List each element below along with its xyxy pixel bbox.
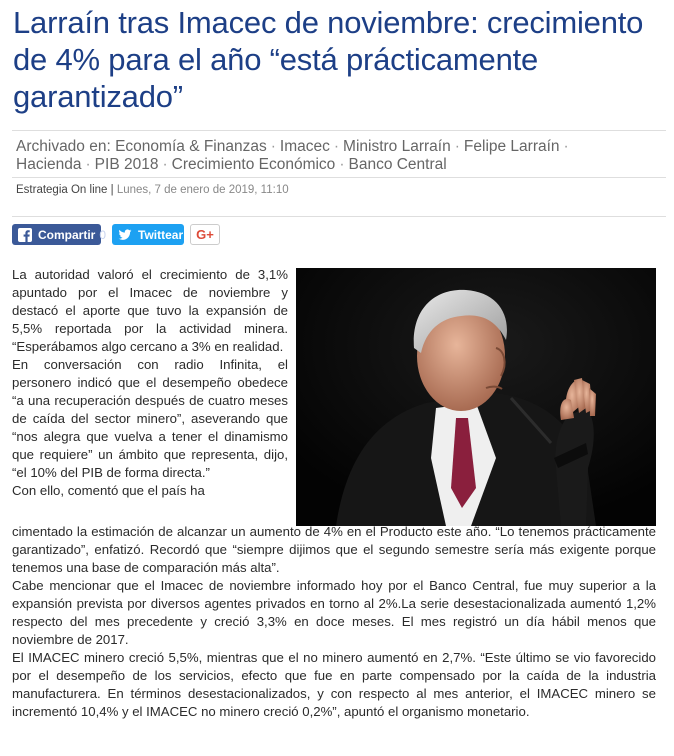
tags-list: [12, 131, 666, 174]
paragraph: Con ello, comentó que el país ha: [12, 483, 205, 498]
article-source: Estrategia On line: [16, 184, 108, 196]
tag-separator: ·: [339, 156, 345, 173]
tag-link[interactable]: Economía & Finanzas: [115, 138, 267, 155]
tag-link[interactable]: PIB 2018: [94, 156, 159, 173]
twitter-icon: [118, 228, 132, 242]
tags-prefix: Archivado en:: [16, 138, 111, 155]
google-plus-share-button[interactable]: [190, 224, 220, 245]
paragraph: En conversación con radio Infinita, el personero indicó que el desempeño obedece “a una recuperación después de cuatro meses de caída del sector minero”, aseverando que “nos alegra que vuelva a tener el dinamismo que requiere” un ámbito que representa, dijo, “el 10% del PIB de forma directa.”: [12, 357, 288, 480]
article-title: Larraín tras Imacec de noviembre: crecimiento de 4% para el año “está prácticamente garantizado”: [13, 5, 644, 114]
facebook-share-label: Compartir: [38, 227, 96, 242]
article-date: Lunes, 7 de enero de 2019, 11:10: [116, 184, 289, 196]
paragraph: Cabe mencionar que el Imacec de noviembre informado hoy por el Banco Central, fue muy superior a la expansión prevista por diversos agentes privados en torno al 2%.La serie desestacionalizada aumentó 1,2% respecto del mes precedente y creció 3,3% en doce meses. El mes registró un día hábil menos que noviembre de 2017.: [12, 578, 656, 647]
paragraph: El IMACEC minero creció 5,5%, mientras que el no minero aumentó en 2,7%. “Este último se vio favorecido por el desempeño de los servicios, efecto que fue en parte compensado por la caída de la industria manufacturera. En términos desestacionalizados, y con respecto al mes anterior, el IMACEC minero se incrementó 10,4% y el IMACEC no minero creció 0,2%”, apuntó el organismo monetario.: [12, 650, 656, 719]
paragraph: La autoridad valoró el crecimiento de 3,1% apuntado por el Imacec de noviembre y destacó el aporte que tuvo la expansión de 5,5% reportada por la actividad minera. “Esperábamos algo cercano a 3% en realidad.: [12, 267, 288, 354]
paragraph: cimentado la estimación de alcanzar un aumento de 4% en el Producto este año. “Lo tenemos prácticamente garantizado”, enfatizó. Recordó que “siempre dijimos que el segundo semestre sería más exigente porque tenemos una base de comparación más alta”.: [12, 524, 656, 575]
tag-link[interactable]: Ministro Larraín: [343, 138, 451, 155]
facebook-share-button[interactable]: [12, 224, 107, 245]
tag-link[interactable]: Crecimiento Económico: [171, 156, 336, 173]
divider: [12, 216, 666, 217]
facebook-share-count: 0: [99, 227, 107, 242]
tag-separator: ·: [454, 138, 460, 155]
article-body-full: [12, 523, 656, 721]
photo-of-speaker: [296, 268, 656, 526]
google-plus-icon: G+: [196, 227, 214, 242]
article-body-column: [12, 266, 288, 500]
tag-link[interactable]: Imacec: [279, 138, 330, 155]
tag-link[interactable]: Banco Central: [348, 156, 447, 173]
tag-link[interactable]: Felipe Larraín: [463, 138, 560, 155]
twitter-share-label: Twittear: [138, 227, 184, 242]
tag-link[interactable]: Hacienda: [16, 156, 82, 173]
byline: [16, 184, 289, 196]
tag-separator: ·: [563, 138, 569, 155]
twitter-share-button[interactable]: [112, 224, 184, 245]
facebook-icon: [18, 228, 32, 242]
tags-bar: [12, 130, 666, 178]
tag-separator: ·: [333, 138, 340, 155]
article-photo: [296, 268, 656, 526]
tag-separator: ·: [270, 138, 276, 155]
tag-separator: ·: [85, 156, 91, 173]
byline-separator: |: [107, 184, 117, 196]
tag-separator: ·: [162, 156, 168, 173]
